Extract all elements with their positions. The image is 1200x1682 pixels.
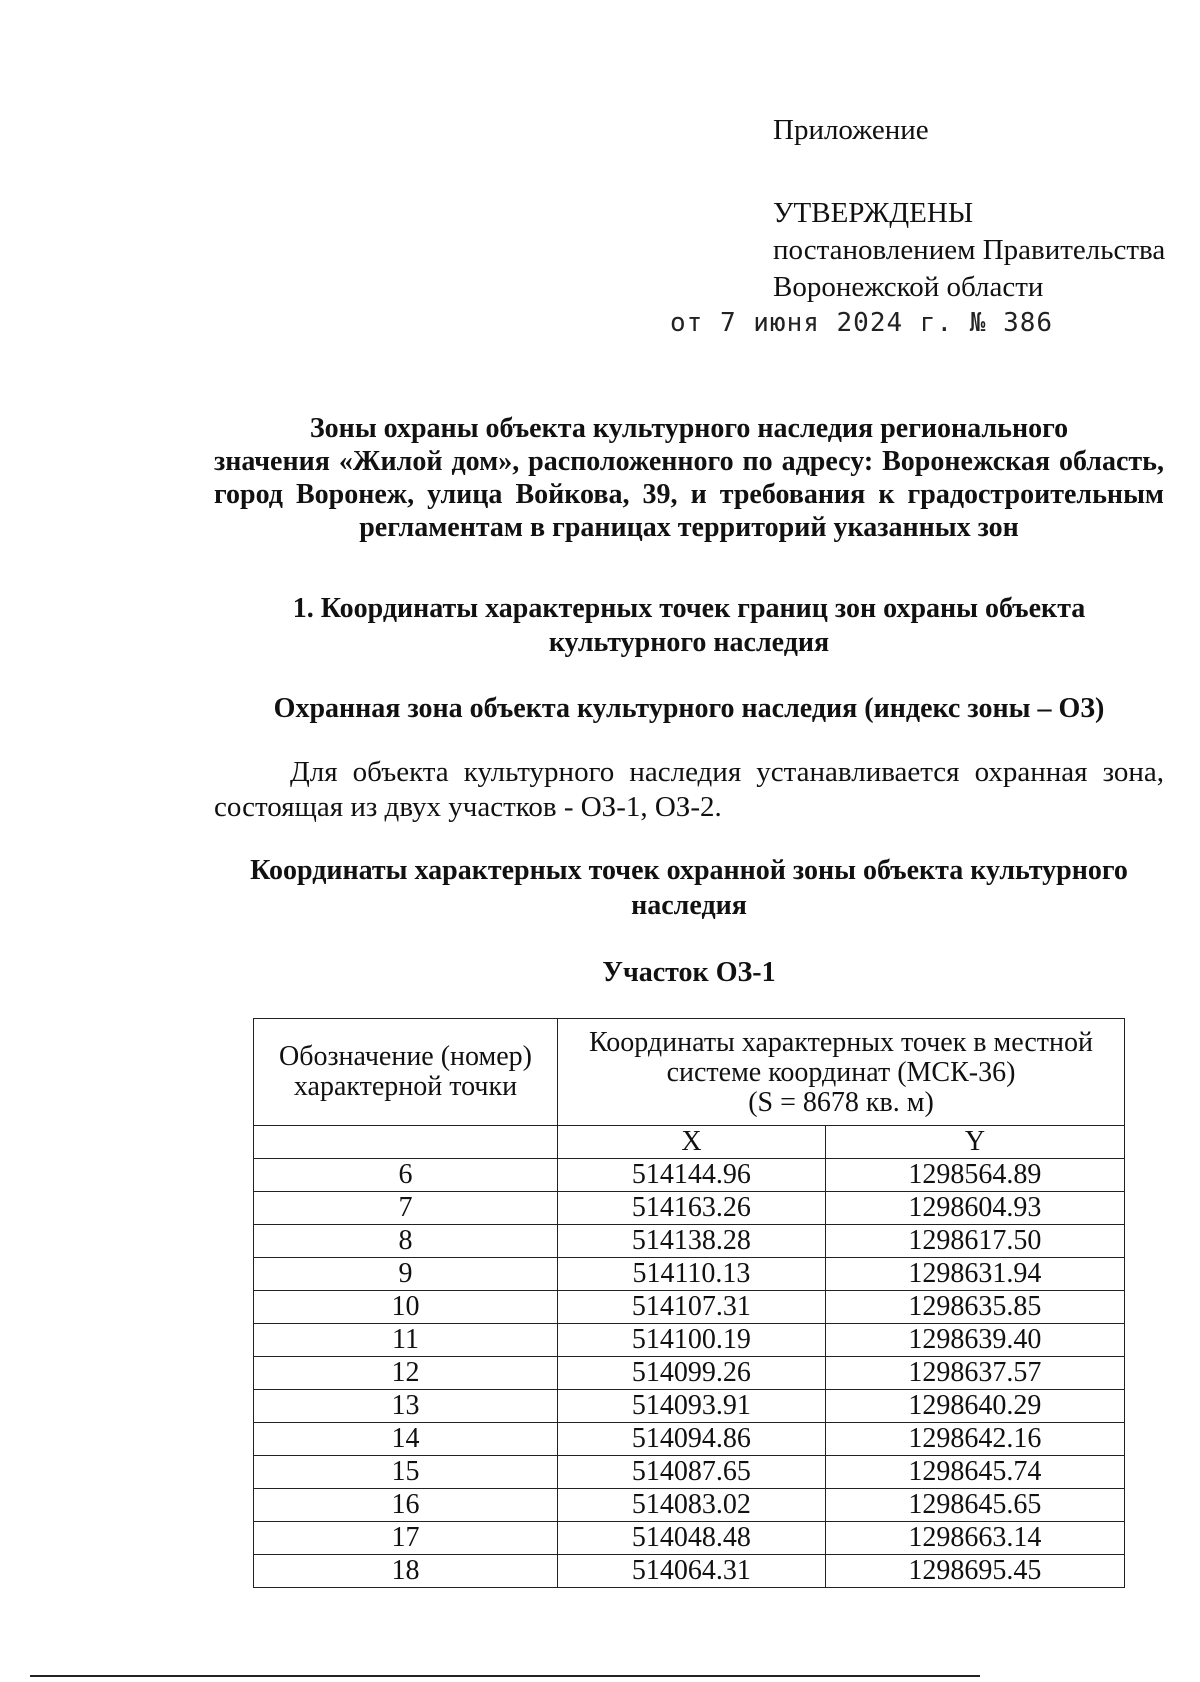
header-x: X: [558, 1126, 826, 1159]
coord-x: 514138.28: [558, 1225, 826, 1258]
coord-x: 514144.96: [558, 1159, 826, 1192]
table-header-row: [254, 1019, 1125, 1126]
point-number: 17: [254, 1522, 558, 1555]
coord-y: 1298640.29: [825, 1390, 1124, 1423]
coord-x: 514064.31: [558, 1555, 826, 1588]
table-row: [254, 1423, 1125, 1456]
table-row: [254, 1291, 1125, 1324]
table-row: [254, 1192, 1125, 1225]
coord-y: 1298635.85: [825, 1291, 1124, 1324]
coord-y: 1298637.57: [825, 1357, 1124, 1390]
coord-y: 1298695.45: [825, 1555, 1124, 1588]
point-number: 14: [254, 1423, 558, 1456]
document-title: [214, 412, 1164, 544]
coordinates-title: Координаты характерных точек охранной зоны объекта культурного наследия: [250, 855, 1128, 921]
table-row: [254, 1225, 1125, 1258]
zone-description-paragraph: Для объекта культурного наследия устанавливается охранная зона, состоящая из двух участков - ОЗ-1, ОЗ-2.: [214, 756, 1164, 823]
approved-by-line-1: постановлением Правительства: [773, 234, 1166, 266]
table-subheader-row: [254, 1126, 1125, 1159]
point-number: 8: [254, 1225, 558, 1258]
point-number: 16: [254, 1489, 558, 1522]
zone-subtitle: Охранная зона объекта культурного наследия (индекс зоны – ОЗ): [273, 693, 1105, 724]
coord-x: 514099.26: [558, 1357, 826, 1390]
header-coordinates-line-3: (S = 8678 кв. м): [748, 1087, 934, 1118]
point-number: 9: [254, 1258, 558, 1291]
header-y: Y: [825, 1126, 1124, 1159]
plot-title: Участок ОЗ-1: [602, 957, 776, 988]
table-row: [254, 1390, 1125, 1423]
point-number: 10: [254, 1291, 558, 1324]
coord-x: 514163.26: [558, 1192, 826, 1225]
coord-y: 1298663.14: [825, 1522, 1124, 1555]
decree-date-number: от 7 июня 2024 г. № 386: [670, 308, 1054, 338]
coord-y: 1298604.93: [825, 1192, 1124, 1225]
coord-x: 514100.19: [558, 1324, 826, 1357]
coord-y: 1298645.65: [825, 1489, 1124, 1522]
coord-y: 1298631.94: [825, 1258, 1124, 1291]
point-number: 13: [254, 1390, 558, 1423]
table-row: [254, 1159, 1125, 1192]
coord-x: 514094.86: [558, 1423, 826, 1456]
table-row: [254, 1456, 1125, 1489]
table-row: [254, 1357, 1125, 1390]
table-row: [254, 1258, 1125, 1291]
table-row: [254, 1489, 1125, 1522]
header-empty-cell: [254, 1126, 558, 1159]
point-number: 11: [254, 1324, 558, 1357]
approval-block: [773, 195, 1165, 306]
point-number: 6: [254, 1159, 558, 1192]
coordinates-table: [253, 1018, 1125, 1588]
coord-y: 1298617.50: [825, 1225, 1124, 1258]
point-number: 7: [254, 1192, 558, 1225]
document-title-line-1: Зоны охраны объекта культурного наследия регионального: [309, 413, 1069, 444]
header-coordinates: [558, 1019, 1125, 1126]
document-title-rest: значения «Жилой дом», расположенного по адресу: Воронежская область, город Воронеж, улица Войкова, 39, и требования к градостроительным регламентам в границах территорий указанных зон: [214, 446, 1164, 543]
section-1-title: 1. Координаты характерных точек границ зон охраны объекта культурного наследия: [292, 593, 1086, 658]
appendix-label: Приложение: [773, 114, 929, 146]
approved-by-line-2: Воронежской области: [773, 271, 1044, 303]
table-row: [254, 1555, 1125, 1588]
header-coordinates-line-1: Координаты характерных точек в местной: [588, 1027, 1093, 1058]
table-row: [254, 1522, 1125, 1555]
header-coordinates-line-2: системе координат (МСК-36): [666, 1057, 1016, 1088]
approved-title: УТВЕРЖДЕНЫ: [773, 197, 974, 229]
coord-x: 514087.65: [558, 1456, 826, 1489]
header-point-designation: Обозначение (номер) характерной точки: [254, 1019, 558, 1126]
scan-edge-line: [30, 1675, 980, 1677]
table-row: [254, 1324, 1125, 1357]
coord-y: 1298564.89: [825, 1159, 1124, 1192]
point-number: 18: [254, 1555, 558, 1588]
coord-y: 1298639.40: [825, 1324, 1124, 1357]
coord-x: 514110.13: [558, 1258, 826, 1291]
coord-y: 1298645.74: [825, 1456, 1124, 1489]
coord-x: 514083.02: [558, 1489, 826, 1522]
coord-x: 514048.48: [558, 1522, 826, 1555]
coord-x: 514107.31: [558, 1291, 826, 1324]
coord-x: 514093.91: [558, 1390, 826, 1423]
point-number: 12: [254, 1357, 558, 1390]
coord-y: 1298642.16: [825, 1423, 1124, 1456]
point-number: 15: [254, 1456, 558, 1489]
